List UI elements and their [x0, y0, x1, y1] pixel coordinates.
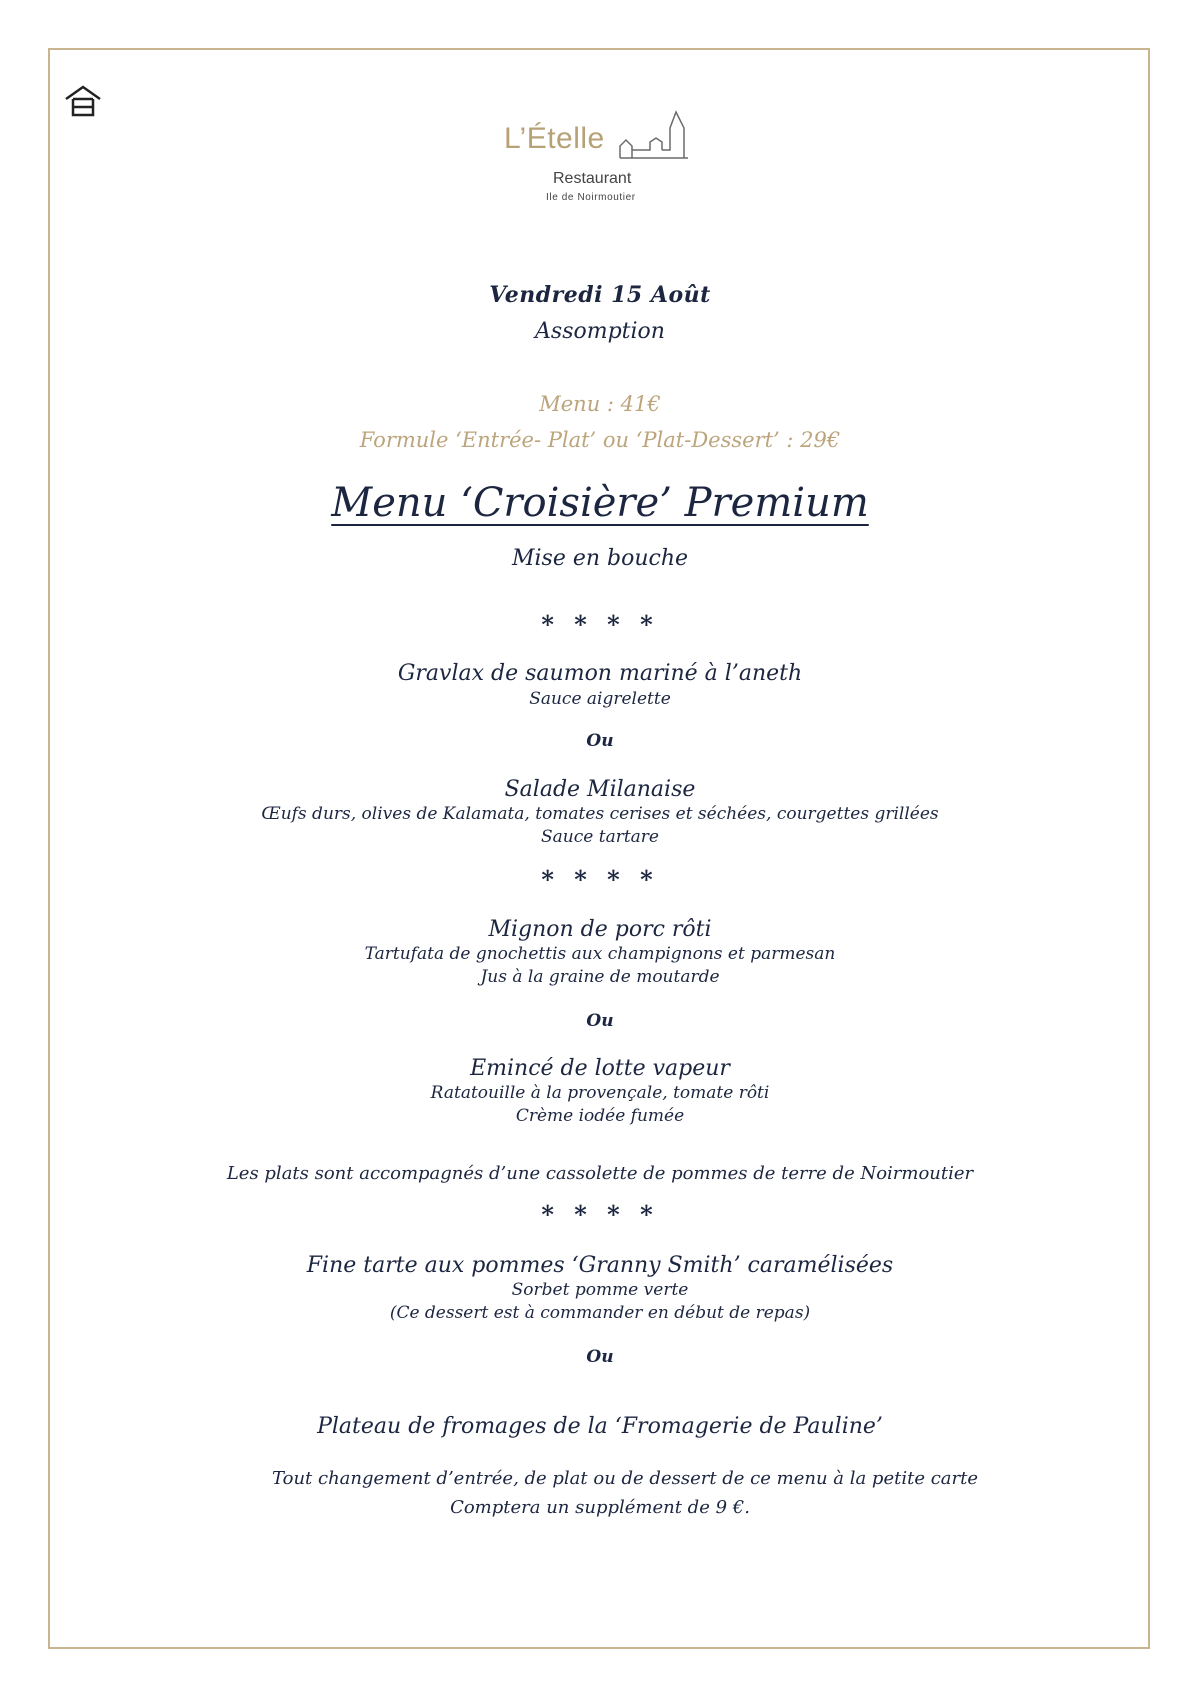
menu-title-text: Menu ‘Croisière’ Premium — [331, 480, 869, 526]
main-detail: Ratatouille à la provençale, tomate rôti — [430, 1083, 770, 1103]
starter-name: Gravlax de saumon mariné à l’aneth — [397, 661, 803, 686]
dessert-detail: (Ce dessert est à commander en début de repas) — [389, 1303, 811, 1323]
starter-detail: Sauce tartare — [541, 827, 659, 847]
footer-note: Comptera un supplément de 9 €. — [450, 1497, 750, 1518]
separator: * * * * — [541, 865, 659, 894]
main-detail: Tartufata de gnochettis aux champignons et parmesan — [364, 944, 836, 964]
main-name: Mignon de porc rôti — [488, 917, 712, 942]
dessert-name: Plateau de fromages de la ‘Fromagerie de Pauline’ — [317, 1414, 883, 1439]
menu-title — [0, 480, 1200, 526]
church-drawing — [618, 108, 698, 166]
home-icon[interactable] — [62, 84, 104, 118]
logo-name: L’Ételle — [504, 122, 605, 155]
menu-price: Menu : 41€ — [539, 392, 661, 416]
menu-date: Vendredi 15 Août — [489, 282, 711, 308]
formula-price: Formule ‘Entrée- Plat’ ou ‘Plat-Dessert’ : 29€ — [359, 428, 841, 452]
or-label: Ou — [586, 1011, 614, 1031]
starter-name: Salade Milanaise — [504, 777, 696, 802]
separator: * * * * — [541, 1200, 659, 1229]
starter-detail: Œufs durs, olives de Kalamata, tomates cerises et séchées, courgettes grillées — [261, 804, 939, 824]
main-detail: Crème iodée fumée — [515, 1106, 685, 1126]
amuse-bouche: Mise en bouche — [511, 546, 689, 571]
logo-location: Ile de Noirmoutier — [546, 192, 636, 203]
separator: * * * * — [541, 610, 659, 639]
logo-subtitle: Restaurant — [553, 170, 632, 187]
menu-occasion: Assomption — [535, 319, 665, 344]
main-detail: Jus à la graine de moutarde — [480, 967, 720, 987]
mains-note: Les plats sont accompagnés d’une cassolette de pommes de terre de Noirmoutier — [226, 1163, 974, 1184]
main-name: Emincé de lotte vapeur — [470, 1056, 730, 1081]
dessert-detail: Sorbet pomme verte — [511, 1280, 689, 1300]
restaurant-logo — [468, 100, 718, 210]
or-label: Ou — [586, 1347, 614, 1367]
dessert-name: Fine tarte aux pommes ‘Granny Smith’ caramélisées — [306, 1253, 894, 1278]
or-label: Ou — [586, 731, 614, 751]
starter-detail: Sauce aigrelette — [529, 689, 671, 709]
footer-note: Tout changement d’entrée, de plat ou de dessert de ce menu à la petite carte — [272, 1468, 978, 1489]
